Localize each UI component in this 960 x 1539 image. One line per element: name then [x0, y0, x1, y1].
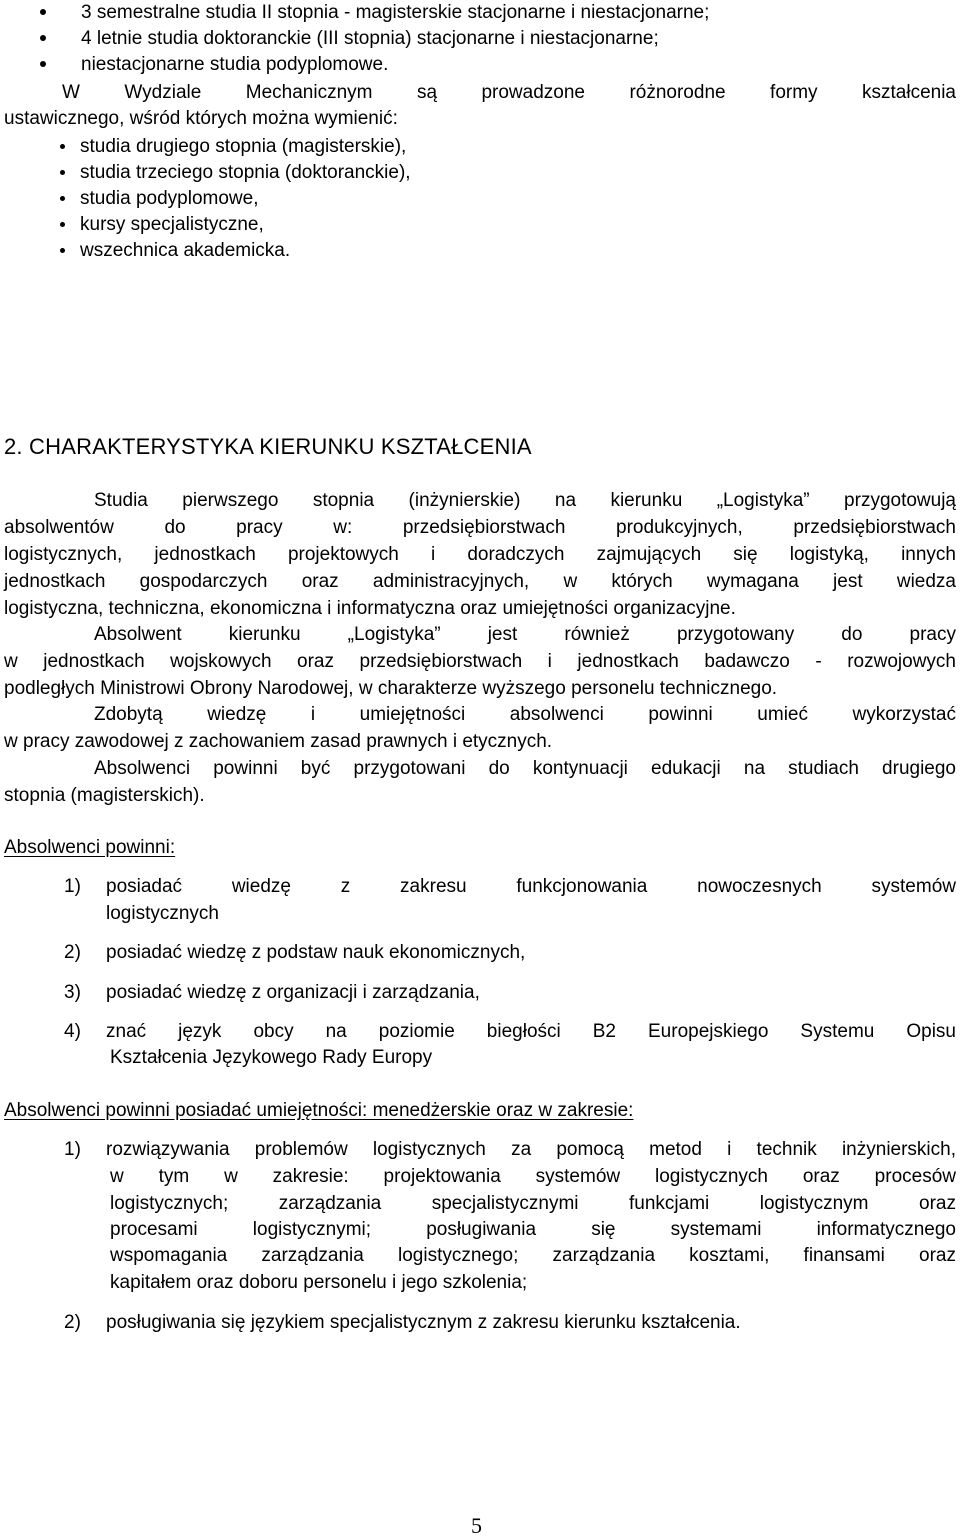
section-heading: 2. CHARAKTERYSTYKA KIERUNKU KSZTAŁCENIA [4, 434, 532, 459]
list-number: 1) [64, 876, 81, 897]
list-item-text: studia trzeciego stopnia (doktoranckie), [80, 162, 411, 183]
list-number: 2) [64, 1312, 81, 1333]
list-item-text: posiadać wiedzę z zakresu funkcjonowania nowoczesnych systemów [106, 876, 956, 897]
intro-line: W Wydziale Mechanicznym są prowadzone różnorodne formy kształcenia [62, 82, 956, 103]
bullet-icon [60, 144, 65, 149]
paragraph-line: Studia pierwszego stopnia (inżynierskie) na kierunku „Logistyka” przygotowują [94, 490, 956, 511]
paragraph-line: Absolwenci powinni być przygotowani do kontynuacji edukacji na studiach drugiego [94, 758, 956, 779]
list-number: 2) [64, 942, 81, 963]
list-item [0, 212, 960, 238]
list-item [0, 134, 960, 160]
subheading-skills: Absolwenci powinni posiadać umiejętności: menedżerskie oraz w zakresie: [4, 1100, 634, 1121]
list-item-text: studia drugiego stopnia (magisterskie), [80, 136, 407, 157]
list-item [0, 186, 960, 212]
bullet-icon [60, 222, 65, 227]
list-number: 1) [64, 1139, 81, 1160]
bullet-icon [40, 61, 46, 67]
bullet-icon [60, 196, 65, 201]
page-number: 5 [471, 1513, 482, 1538]
list-item-text: posiadać wiedzę z organizacji i zarządzania, [106, 982, 480, 1003]
list-item-text: logistycznych; zarządzania specjalistycznymi funkcjami logistycznym oraz [110, 1193, 956, 1214]
list-item-text: w tym w zakresie: projektowania systemów logistycznych oraz procesów [110, 1166, 956, 1187]
list-number: 4) [64, 1021, 81, 1042]
paragraph-line: Absolwent kierunku „Logistyka” jest również przygotowany do pracy [94, 624, 956, 645]
list-item-text: 4 letnie studia doktoranckie (III stopnia) stacjonarne i niestacjonarne; [81, 28, 659, 49]
paragraph-line: logistyczna, techniczna, ekonomiczna i informatyczna oraz umiejętności organizacyjne. [4, 598, 736, 619]
list-item-text: 3 semestralne studia II stopnia - magisterskie stacjonarne i niestacjonarne; [81, 2, 710, 23]
list-item-text: logistycznych [106, 903, 219, 924]
paragraph-line: w jednostkach wojskowych oraz przedsiębiorstwach i jednostkach badawczo - rozwojowych [4, 651, 956, 672]
list-item-text: posługiwania się językiem specjalistycznym z zakresu kierunku kształcenia. [106, 1312, 741, 1333]
list-item-text: kapitałem oraz doboru personelu i jego szkolenia; [110, 1272, 528, 1293]
paragraph-line: jednostkach gospodarczych oraz administracyjnych, w których wymagana jest wiedza [4, 571, 956, 592]
paragraph-line: w pracy zawodowej z zachowaniem zasad prawnych i etycznych. [4, 731, 553, 752]
paragraph-line: logistycznych, jednostkach projektowych i doradczych zajmujących się logistyką, innych [4, 544, 956, 565]
list-item-text: procesami logistycznymi; posługiwania się systemami informatycznego [110, 1219, 956, 1240]
list-item [0, 160, 960, 186]
degree-programs-list [0, 0, 960, 78]
bullet-icon [40, 35, 46, 41]
intro-line: ustawicznego, wśród których można wymienić: [4, 108, 398, 129]
list-number: 3) [64, 982, 81, 1003]
list-item [0, 52, 960, 78]
list-item [0, 0, 960, 26]
paragraph-line: Zdobytą wiedzę i umiejętności absolwenci powinni umieć wykorzystać [94, 704, 956, 725]
list-item-text: kursy specjalistyczne, [80, 214, 264, 235]
bullet-icon [40, 9, 46, 15]
list-item-text: wszechnica akademicka. [80, 240, 291, 261]
bullet-icon [60, 248, 65, 253]
list-item [0, 26, 960, 52]
list-item-text: studia podyplomowe, [80, 188, 259, 209]
list-item-text: posiadać wiedzę z podstaw nauk ekonomicznych, [106, 942, 526, 963]
list-item-text: niestacjonarne studia podyplomowe. [81, 54, 389, 75]
list-item [0, 238, 960, 264]
bullet-icon [60, 170, 65, 175]
list-item-text: znać język obcy na poziomie biegłości B2 Europejskiego Systemu Opisu [106, 1021, 956, 1042]
subheading-graduates-should: Absolwenci powinni: [4, 837, 176, 858]
list-item-text: rozwiązywania problemów logistycznych za pomocą metod i technik inżynierskich, [106, 1139, 956, 1160]
paragraph-line: podległych Ministrowi Obrony Narodowej, w charakterze wyższego personelu technicznego. [4, 678, 778, 699]
list-item-text: Kształcenia Językowego Rady Europy [110, 1047, 433, 1068]
education-forms-list [0, 134, 960, 264]
paragraph-line: absolwentów do pracy w: przedsiębiorstwach produkcyjnych, przedsiębiorstwach [4, 517, 956, 538]
list-item-text: wspomagania zarządzania logistycznego; zarządzania kosztami, finansami oraz [110, 1245, 956, 1266]
paragraph-line: stopnia (magisterskich). [4, 785, 205, 806]
